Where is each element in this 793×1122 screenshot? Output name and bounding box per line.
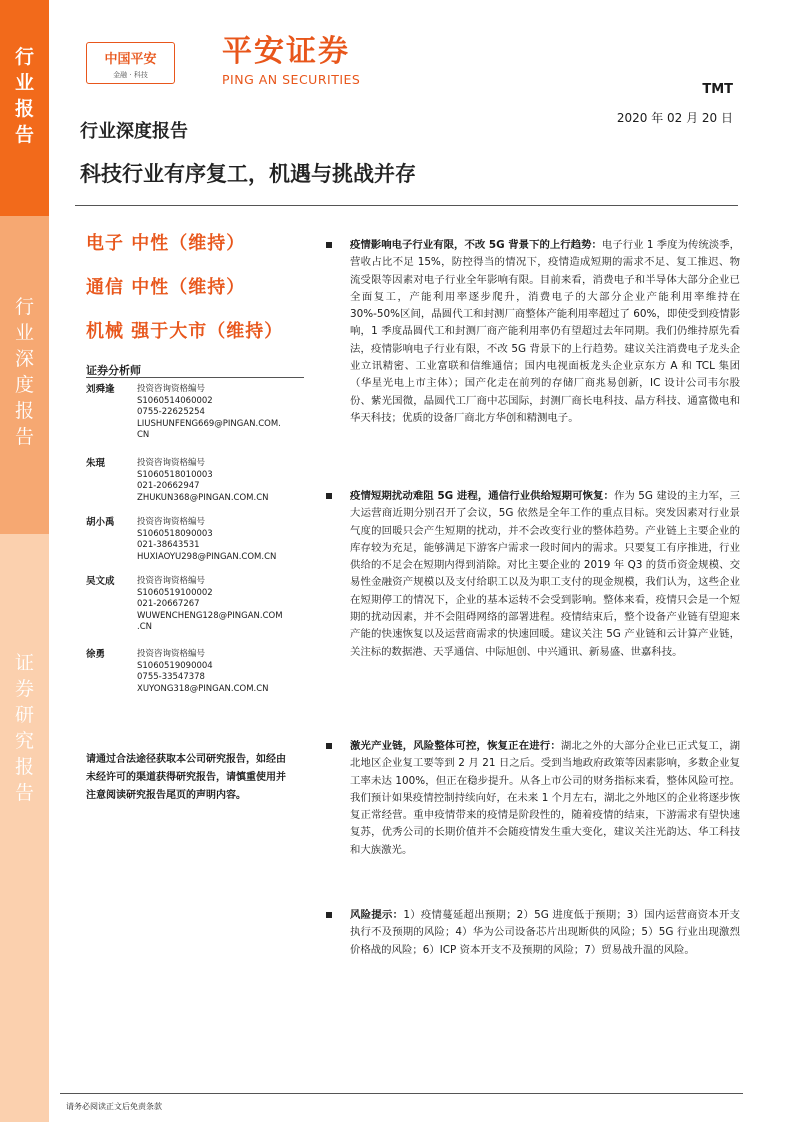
bullet-lead: 疫情影响电子行业有限，不改 5G 背景下的上行趋势： <box>350 239 602 251</box>
bullet-square-icon <box>326 743 332 749</box>
side-label-research-report: 证 券 研 究 报 告 <box>0 534 49 1122</box>
bullet-lead: 激光产业链，风险整体可控，恢复正在进行： <box>350 740 561 752</box>
disclaimer-note: 请通过合法途径获取本公司研究报告，如经由未经许可的渠道获得研究报告，请慎重使用并注意阅读研究报告尾页的声明内容。 <box>86 754 286 801</box>
analyst-name: 吴文成 <box>86 576 115 587</box>
rating-telecom: 通信 中性（维持） <box>86 277 246 298</box>
bullet-square-icon <box>326 242 332 248</box>
summary-bullet <box>326 738 740 859</box>
bullet-text: 1）疫情蔓延超出预期；2）5G 进度低于预期；3）国内运营商资本开支执行不及预期的风险；4）华为公司设备芯片出现断供的风险；5）5G 行业出现激烈价格战的风险；6）ICP 资本开支不及预期的风险；7）贸易战升温的风险。 <box>350 909 741 956</box>
ping-an-logo: 中国平安 金融 · 科技 <box>86 42 175 84</box>
header-divider <box>75 205 738 206</box>
sector-label: TMT <box>702 82 733 97</box>
side-label-depth-report: 行 业 深 度 报 告 <box>0 216 49 534</box>
bullet-lead: 风险提示： <box>350 909 404 921</box>
report-type: 行业深度报告 <box>80 121 188 142</box>
brand-name: 平安证券 PING AN SECURITIES <box>222 34 361 87</box>
bullet-lead: 疫情短期扰动难阻 5G 进程，通信行业供给短期可恢复： <box>350 490 614 502</box>
analysts-header: 证券分析师 <box>86 364 141 377</box>
analyst-name: 徐勇 <box>86 649 106 660</box>
side-label-industry-report: 行 业 报 告 <box>0 0 49 216</box>
summary-bullet <box>326 488 740 661</box>
bullet-text: 湖北之外的大部分企业已正式复工，湖北地区企业复工要等到 2 月 21 日之后。受到当地政府政策等因素影响，多数企业复工率未达 100%，但正在稳步提升。从各上市公司的财务指标来看，整体风险可控。我们预计如果疫情控制持续向好，在未来 1 个月左右，湖北之外地区的企业将逐步恢复正常经营。重申疫情带来的疫情是阶段性的，随着疫情的结束，下游需求有望快速复苏，优秀公司的长期价值并不会随疫情发生重大变化，建议关注光韵达、华工科技和大族激光。 <box>350 740 741 856</box>
rating-electronics: 电子 中性（维持） <box>86 233 246 254</box>
analyst-email[interactable]: XUYONG318@PINGAN.COM.CN <box>137 683 269 694</box>
report-date: 2020 年 02 月 20 日 <box>616 111 733 125</box>
bullet-square-icon <box>326 912 332 918</box>
analyst-email[interactable]: WUWENCHENG128@PINGAN.COM <box>137 610 283 621</box>
analyst-email[interactable]: LIUSHUNFENG669@PINGAN.COM. <box>137 418 281 429</box>
bullet-square-icon <box>326 493 332 499</box>
summary-bullet <box>326 237 740 427</box>
analyst-email[interactable]: ZHUKUN368@PINGAN.COM.CN <box>137 492 269 503</box>
summary-bullet <box>326 907 740 959</box>
bullet-text: 电子行业 1 季度为传统淡季，营收占比不足 15%，防控得当的情况下，疫情造成短期的需求不足、复工推迟、物流受限等因素对电子行业全年影响有限。目前来看，消费电子和半导体大部分企业已全面复工，产能利用率逐步爬升，消费电子的大部分企业产能利用率维持在 30%-50%区间，晶圆代工和封测厂商整体产能利用率超过了 60%，即使受到疫情影响，1 季度晶圆代工和封测厂商产能利用率仍有望超过去年同期。我们仍维持原先看法，疫情影响电子行业有限，不改 5G 背景下的上行趋势。建议关注消费电子龙头企业立讯精密、工业富联和信维通信；国内电视面板龙头企业京东方 A 和 TCL 集团（华星光电上市主体）；国产化走在前列的存储厂商兆易创新，IC 设计公司韦尔股份、紫光国微，晶圆代工厂商中芯国际，封测厂商长电科技、晶方科技、通富微电和华天科技；优质的设备厂商北方华创和精测电子。 <box>350 239 741 424</box>
analysts-divider <box>86 377 304 378</box>
side-bar <box>0 0 49 1122</box>
rating-machinery: 机械 强于大市（维持） <box>86 321 284 342</box>
footer-divider <box>60 1093 743 1094</box>
analyst-name: 胡小禹 <box>86 517 115 528</box>
analyst-name: 刘舜逢 <box>86 384 115 395</box>
bullet-text: 作为 5G 建设的主力军，三大运营商近期分别召开了会议，5G 依然是全年工作的重点目标。突发因素对行业景气度的回暖只会产生短期的扰动，并不会改变行业的整体趋势。产业链上主要企业的库存较为充足，能够满足下游客户需求一段时间内的需求。只要复工有序推进，行业供给的不足会在短期内得到消除。对比主要企业的 2019 年 Q3 的货币资金规模、交易性金融资产规模以及支付给职工以及为职工支付的现金规模，我们认为，这些企业在短期停工的情况下，企业的基本运转不会受到影响。整体来看，疫情只会是一个短期的扰动因素，并不会阻碍网络的部署进程。疫情结束后，整个设备产业链有望迎来产能的快速恢复以及运营商需求的快速回暖。建议关注 5G 产业链和云计算产业链，关注标的数据港、天孚通信、中际旭创、中兴通讯、新易盛、世嘉科技。 <box>350 490 740 658</box>
analyst-email[interactable]: HUXIAOYU298@PINGAN.COM.CN <box>137 551 277 562</box>
footer-note: 请务必阅读正文后免责条款 <box>66 1102 162 1111</box>
page-title: 科技行业有序复工，机遇与挑战并存 <box>80 162 416 186</box>
analyst-name: 朱琨 <box>86 458 106 469</box>
